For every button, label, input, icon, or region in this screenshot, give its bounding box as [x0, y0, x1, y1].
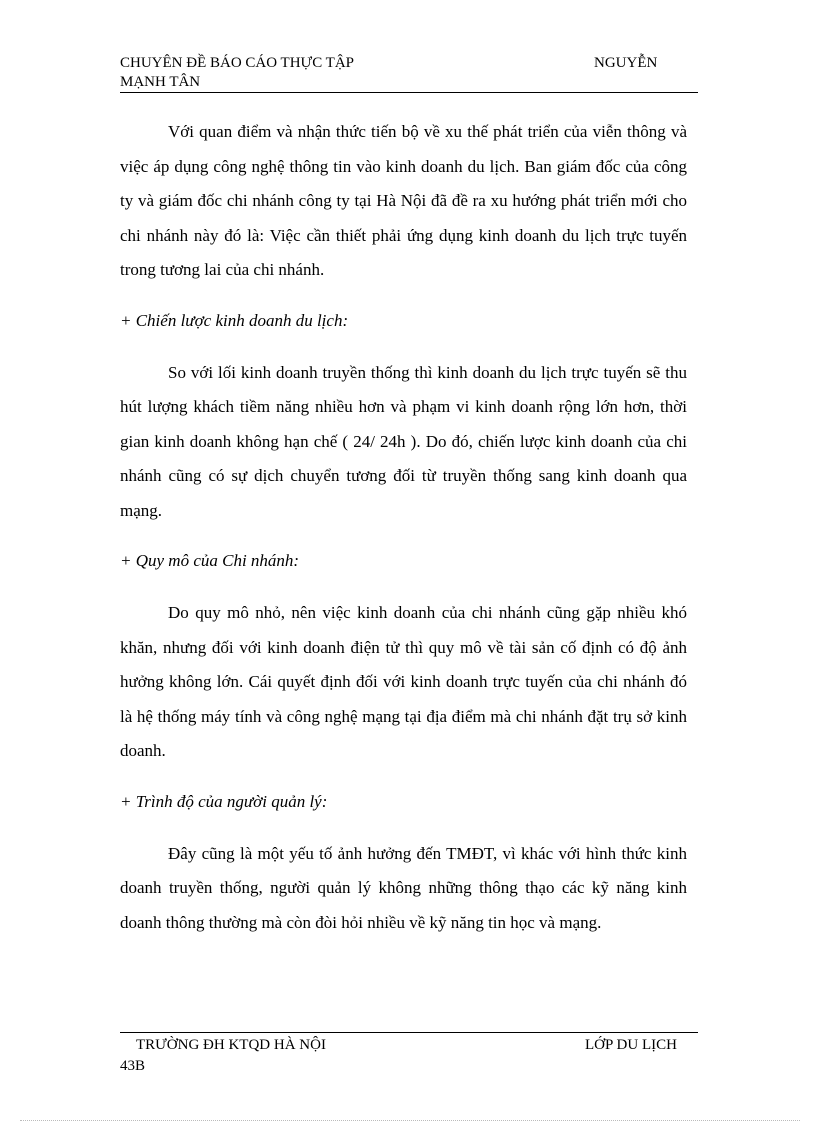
header-author-rest: MẠNH TÂN [120, 74, 201, 90]
header-author-first: NGUYỄN [594, 55, 658, 71]
heading-business-strategy: + Chiến lược kinh doanh du lịch: [120, 310, 349, 330]
footer-university: TRƯỜNG ĐH KTQD HÀ NỘI [136, 1037, 326, 1053]
heading-branch-scale: + Quy mô của Chi nhánh: [120, 551, 300, 570]
paragraph-branch-scale: Do quy mô nhỏ, nên việc kinh doanh của chi nhánh cũng gặp nhiều khó khăn, nhưng đối với kinh doanh điện tử thì quy mô về tài sản cố định có độ ảnh hưởng không lớn. Cái quyết định đối với kinh doanh trực tuyến của chi nhánh đó là hệ thống máy tính và công nghệ mạng tại địa điểm mà chi nhánh đặt trụ sở kinh doanh. [120, 603, 687, 760]
paragraph-manager-level: Đây cũng là một yếu tố ảnh hưởng đến TMĐT, vì khác với hình thức kinh doanh truyền thống, người quản lý không những thông thạo các kỹ năng kinh doanh thông thường mà còn đòi hỏi nhiều về kỹ năng tin học và mạng. [120, 843, 687, 932]
page-body [120, 115, 687, 940]
heading-manager-level: + Trình độ của người quản lý: [120, 791, 328, 811]
footer-class-code: 43B [120, 1058, 146, 1074]
paragraph-business-strategy: So với lối kinh doanh truyền thống thì kinh doanh du lịch trực tuyến sẽ thu hút lượng khách tiềm năng nhiều hơn và phạm vi kinh doanh rộng lớn hơn, thời gian kinh doanh không hạn chế ( 24/ 24h ). Do đó, chiến lược kinh doanh của chi nhánh cũng có sự dịch chuyển tương đối từ truyền thống sang kinh doanh qua mạng. [120, 362, 687, 520]
page-bottom-divider [20, 1120, 800, 1121]
header-report-title: CHUYÊN ĐỀ BÁO CÁO THỰC TẬP [120, 55, 355, 71]
page-header [120, 54, 698, 93]
page-footer [120, 1032, 698, 1073]
footer-class: LỚP DU LỊCH [585, 1037, 677, 1053]
paragraph-intro: Với quan điểm và nhận thức tiến bộ về xu thế phát triển của viễn thông và việc áp dụng công nghệ thông tin vào kinh doanh du lịch. Ban giám đốc của công ty và giám đốc chi nhánh công ty tại Hà Nội đã đề ra xu hướng phát triển mới cho chi nhánh này đó là: Việc cần thiết phải ứng dụng kinh doanh du lịch trực tuyến trong tương lai của chi nhánh. [120, 122, 687, 279]
